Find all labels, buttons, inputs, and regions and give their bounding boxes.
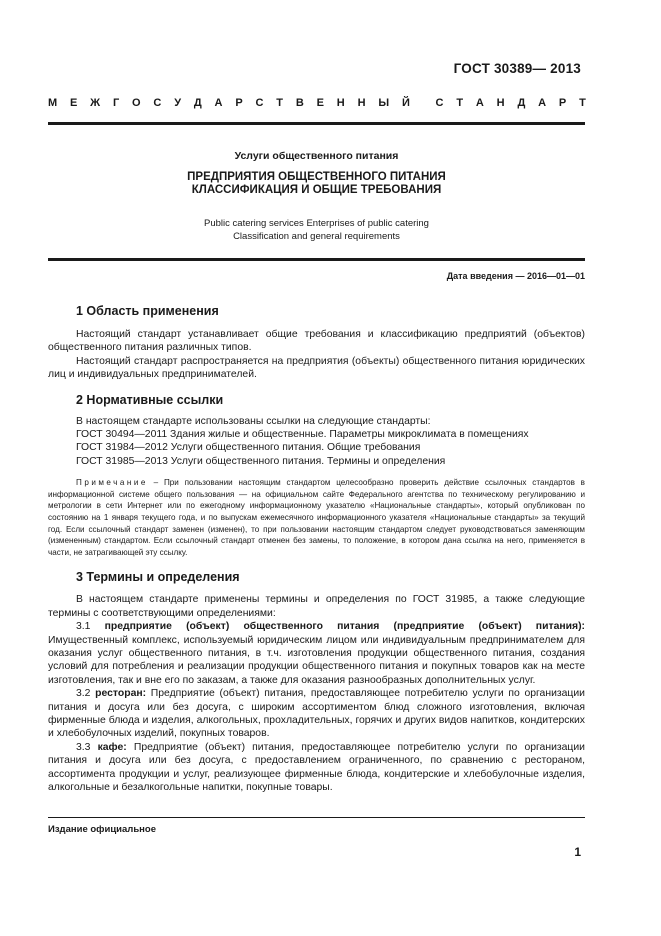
reference-item: ГОСТ 31985—2013 Услуги общественного питания. Термины и определения bbox=[76, 455, 446, 467]
top-rule bbox=[48, 122, 585, 125]
banner-letter: Й bbox=[401, 97, 410, 109]
term-number: 3.2 bbox=[76, 688, 96, 700]
section-heading: 1 Область применения bbox=[76, 304, 219, 318]
banner-letter: Н bbox=[496, 97, 505, 109]
note-label: Примечание bbox=[76, 478, 148, 488]
document-title-line-2: КЛАССИФИКАЦИЯ И ОБЩИЕ ТРЕБОВАНИЯ bbox=[191, 184, 442, 196]
document-title-line-1: ПРЕДПРИЯТИЯ ОБЩЕСТВЕННОГО ПИТАНИЯ bbox=[187, 171, 446, 183]
english-title-line-2: Classification and general requirements bbox=[233, 231, 400, 242]
banner-letter: А bbox=[475, 97, 484, 109]
section-heading: 3 Термины и определения bbox=[76, 570, 240, 585]
title-block bbox=[48, 150, 585, 243]
term-name: кафе: bbox=[97, 741, 127, 753]
banner-letter: Р bbox=[558, 97, 567, 109]
interstate-standard-banner bbox=[48, 97, 586, 109]
english-title-line-1: Public catering services Enterprises of public catering bbox=[204, 218, 429, 229]
footer-rule bbox=[48, 817, 585, 818]
section-scope bbox=[48, 304, 585, 382]
banner-letter: Д bbox=[517, 97, 526, 109]
paragraph: Настоящий стандарт устанавливает общие требования и классификацию предприятий (объектов) общественного питания различных типов. bbox=[48, 329, 585, 354]
gost-number: ГОСТ 30389— 2013 bbox=[453, 61, 581, 76]
banner-letter: С bbox=[153, 97, 162, 109]
paragraph: Настоящий стандарт распространяется на предприятия (объекты) общественного питания юридических лиц и индивидуальных предпринимателей. bbox=[48, 355, 585, 381]
banner-letter: Т bbox=[579, 97, 586, 109]
banner-letter: Н bbox=[336, 97, 345, 109]
document-body bbox=[48, 304, 585, 795]
banner-letter: Г bbox=[112, 97, 120, 109]
term-definition bbox=[48, 620, 585, 687]
english-title bbox=[48, 217, 585, 243]
banner-letter: Т bbox=[276, 97, 284, 109]
official-edition-label: Издание официальное bbox=[48, 824, 156, 835]
reference-list bbox=[48, 415, 585, 469]
banner-letter: Ж bbox=[90, 97, 101, 109]
banner-letter: С bbox=[255, 97, 264, 109]
banner-letter: Н bbox=[357, 97, 366, 109]
banner-letter: А bbox=[214, 97, 223, 109]
term-name: ресторан: bbox=[95, 688, 147, 700]
reference-item: ГОСТ 30494—2011 Здания жилые и общественные. Параметры микроклимата в помещениях bbox=[76, 429, 529, 441]
banner-letter: С bbox=[435, 97, 444, 109]
term-text: Предприятие (объект) питания, предоставляющее потребителю услуги по организации питания и досуга или без досуга, с широким ассортиментом блюд сложного изготовления, включая фирменные блюда и изделия, алкогольных, прохладительных, горячих и других видов напитков, кондитерских и хлебобулочных изделий, покупных товаров. bbox=[48, 688, 585, 740]
title-rule bbox=[48, 258, 585, 261]
banner-letter: Д bbox=[193, 97, 202, 109]
section-heading: 2 Нормативные ссылки bbox=[76, 392, 224, 407]
introduction-date: Дата введения — 2016—01—01 bbox=[446, 271, 585, 281]
banner-letter: Т bbox=[456, 97, 464, 109]
term-text: Имущественный комплекс, используемый юридическим лицом или индивидуальным предпринимателем для оказания услуг общественного питания, в т.ч. изготовления продукции общественного питания, создания условий для потребления и реализации продукции общественного питания и покупных товаров как на месте изготовления, так и вне его по заказам, а также для оказания разнообразных дополнительных услуг. bbox=[48, 634, 585, 686]
paragraph: В настоящем стандарте использованы ссылки на следующие стандарты: bbox=[76, 415, 431, 427]
term-name: предприятие (объект) общественного питания (предприятие (объект) питания): bbox=[104, 621, 585, 633]
banner-letter: Р bbox=[235, 97, 243, 109]
section-normative-references bbox=[48, 393, 585, 559]
note-text: – При пользовании настоящим стандартом целесообразно проверить действие ссылочных стандартов в информационной системе общего пользования — на официальном сайте Федерального агентства по техническому регулированию и метрологии в сети Интернет или по ежегодному информационному указателю «Национальные стандарты», который опубликован по состоянию на 1 января текущего года, и по выпускам ежемесячного информационного указателя «Национальные стандарты» за текущий год. Если ссылочный стандарт заменен (изменен), то при пользовании настоящим стандартом следует руководствоваться заменяющим (измененным) стандартом. Если ссылочный стандарт отменен без замены, то положение, в котором дана ссылка на него, применяется в части, не затрагивающей эту ссылку. bbox=[48, 478, 585, 557]
section-terms-definitions bbox=[48, 570, 585, 794]
term-number: 3.3 bbox=[76, 741, 98, 753]
banner-letter: Е bbox=[316, 97, 324, 109]
banner-letter: А bbox=[538, 97, 547, 109]
document-subject: Услуги общественного питания bbox=[234, 150, 399, 162]
term-definition bbox=[48, 687, 585, 741]
banner-letter: М bbox=[48, 97, 58, 109]
banner-letter: Е bbox=[70, 97, 78, 109]
note bbox=[48, 477, 585, 558]
paragraph: В настоящем стандарте применены термины и определения по ГОСТ 31985, а также следующие термины с соответствующими определениями: bbox=[48, 594, 585, 619]
term-number: 3.1 bbox=[76, 621, 105, 633]
reference-item: ГОСТ 31984—2012 Услуги общественного питания. Общие требования bbox=[76, 442, 421, 454]
term-definition bbox=[48, 741, 585, 795]
banner-letter: О bbox=[132, 97, 141, 109]
banner-letter: В bbox=[295, 97, 304, 109]
banner-letter: У bbox=[174, 97, 182, 109]
banner-letter: Ы bbox=[378, 97, 390, 109]
page-number: 1 bbox=[574, 845, 581, 859]
term-text: Предприятие (объект) питания, предоставляющее потребителю услуги по организации питания и досуга или без досуга, с предоставлением ограниченного, по сравнению с рестораном, ассортимента продукции и услуг, реализующее фирменные блюда, кондитерские и хлебобулочные изделия, алкогольные и безалкогольные напитки, покупные товары. bbox=[48, 741, 585, 794]
